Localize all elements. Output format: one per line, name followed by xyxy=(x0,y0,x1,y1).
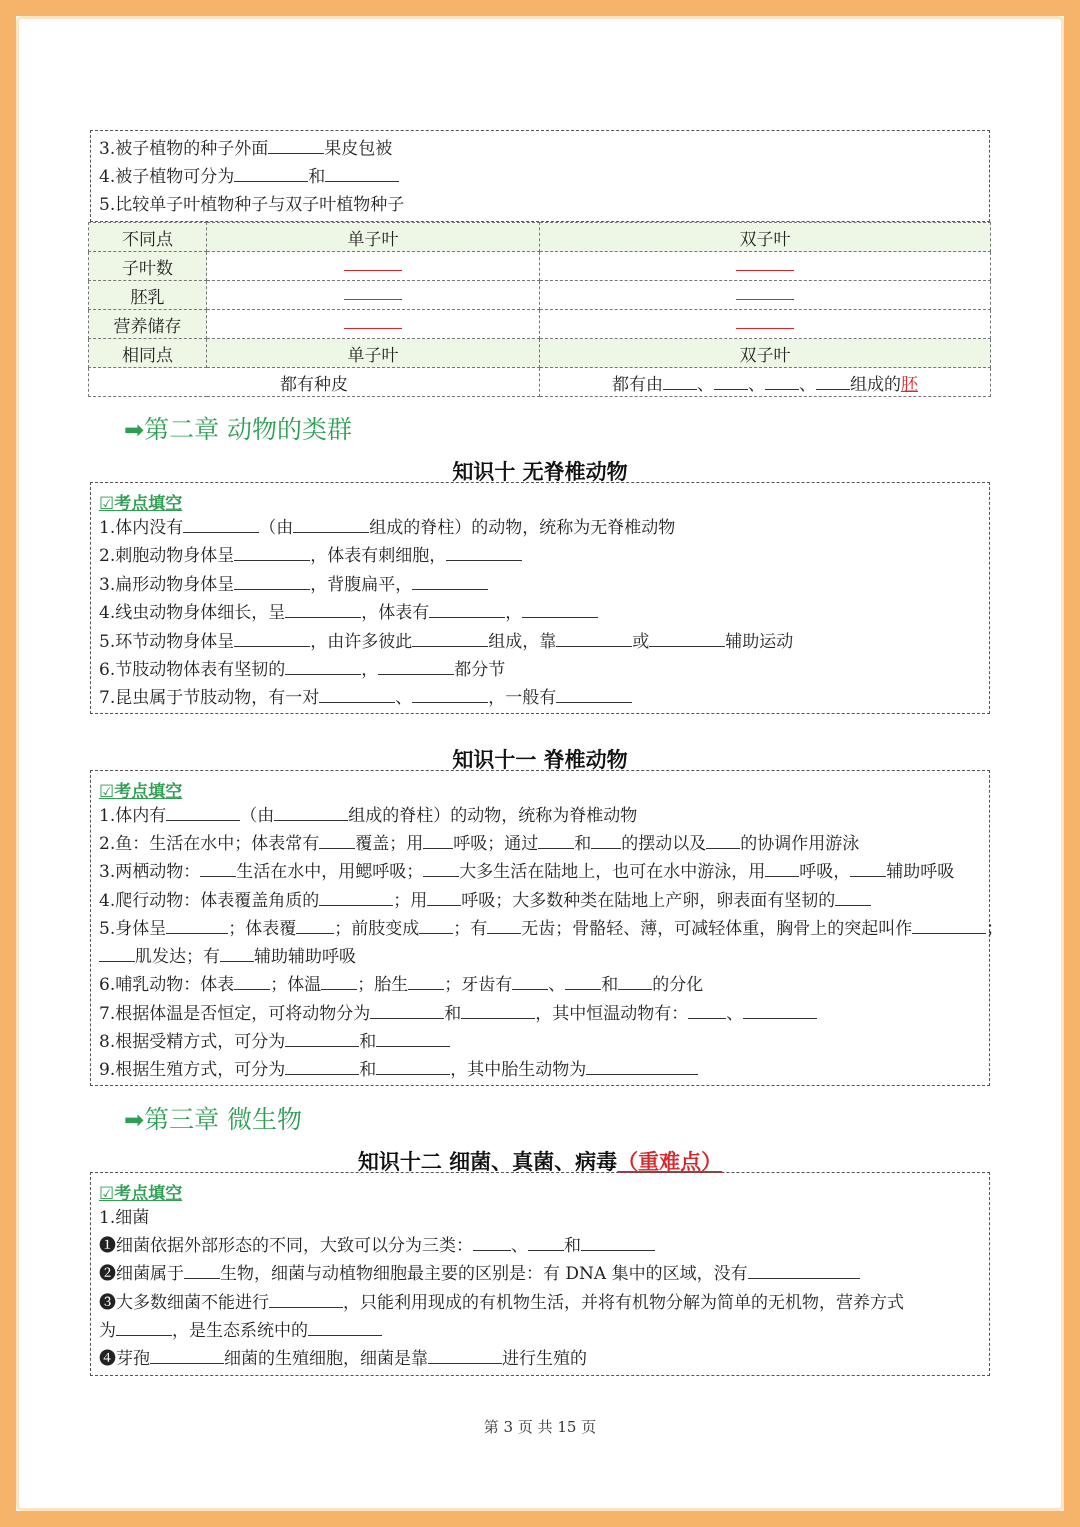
k10-line: 4.线虫动物身体细长，呈 ，体表有 ， xyxy=(99,603,598,623)
table-header-same: 相同点 xyxy=(89,339,207,368)
k12-line: 1.细菌 xyxy=(99,1208,150,1228)
k11-box xyxy=(90,770,1004,1086)
chapter2-title: ➡第二章 动物的类群 xyxy=(124,415,353,444)
k10-line: 5.环节动物身体呈 ，由许多彼此 组成，靠 或 辅助运动 xyxy=(99,632,794,652)
k12-label: ☑考点填空 xyxy=(99,1184,183,1204)
k11-line: 8.根据受精方式，可分为 和 xyxy=(99,1032,450,1052)
blank-cell[interactable] xyxy=(207,310,540,339)
same-left-cell: 都有种皮 xyxy=(89,368,540,397)
table-row xyxy=(89,281,991,310)
table-row xyxy=(89,310,991,339)
blank-cell[interactable] xyxy=(540,252,991,281)
k12-line: ❹芽孢 细菌的生殖细胞，细菌是靠 进行生殖的 xyxy=(99,1349,587,1369)
k10-line: 2.刺胞动物身体呈 ，体表有刺细胞， xyxy=(99,546,522,566)
k11-line: 4.爬行动物：体表覆盖角质的 ；用 呼吸；大多数种类在陆地上产卵，卵表面有坚韧的 xyxy=(99,891,871,911)
k11-line: 3.两栖动物： 生活在水中，用鳃呼吸； 大多生活在陆地上，也可在水中游泳，用 呼吸， 辅助呼吸 xyxy=(99,862,955,882)
page-footer: 第 3 页 共 15 页 xyxy=(483,1418,597,1436)
arrow-icon: ➡ xyxy=(124,416,145,444)
table-header-diff: 不同点 xyxy=(89,223,207,252)
k11-line: 6.哺乳动物：体表 ；体温 ；胎生 ；牙齿有 、 和 的分化 xyxy=(99,975,704,995)
row-label: 子叶数 xyxy=(89,252,207,281)
table-row xyxy=(89,252,991,281)
k12-box xyxy=(90,1172,990,1376)
k10-box xyxy=(90,482,990,714)
k11-line: 肌发达；有 辅助辅助呼吸 xyxy=(99,947,356,967)
k12-line: ❶细菌依据外部形态的不同，大致可以分为三类： 、 和 xyxy=(99,1236,655,1256)
q5-line: 5.比较单子叶植物种子与双子叶植物种子 xyxy=(99,195,405,215)
k12-line: 为 ，是生态系统中的 xyxy=(99,1321,382,1341)
k11-line: 1.体内有 （由 组成的脊柱）的动物，统称为脊椎动物 xyxy=(99,806,638,826)
k11-line: 7.根据体温是否恒定，可将动物分为 和 ，其中恒温动物有： 、 xyxy=(99,1004,817,1024)
k11-line: 5.身体呈 ；体表覆 ；前肢变成 ；有 无齿；骨骼轻、薄，可减轻体重，胸骨上的突起叫作 ； xyxy=(99,919,1004,939)
k12-heading: 知识十二 细菌、真菌、病毒（重难点） xyxy=(357,1150,723,1174)
same-right-cell: 都有由 、 、 、 组成的胚 xyxy=(540,368,991,397)
k10-label: ☑考点填空 xyxy=(99,494,183,514)
q4-line: 4.被子植物可分为 和 xyxy=(99,167,399,187)
comparison-table xyxy=(88,222,991,397)
k11-line: 2.鱼：生活在水中；体表常有 覆盖；用 呼吸；通过 和 的摆动以及 的协调作用游泳 xyxy=(99,834,860,854)
table-header-mono-same: 单子叶 xyxy=(207,339,540,368)
k12-line: ❷细菌属于 生物，细菌与动植物细胞最主要的区别是：有 DNA 集中的区域，没有 xyxy=(99,1264,860,1284)
k11-heading: 知识十一 脊椎动物 xyxy=(452,748,628,772)
chapter3-title: ➡第三章 微生物 xyxy=(124,1105,303,1134)
row-label: 营养储存 xyxy=(89,310,207,339)
k10-line: 6.节肢动物体表有坚韧的 ， 都分节 xyxy=(99,660,506,680)
table-header-dicot: 双子叶 xyxy=(540,223,991,252)
table-row xyxy=(89,368,991,397)
seed-questions-box xyxy=(90,130,990,222)
table-header-mono: 单子叶 xyxy=(207,223,540,252)
k10-line: 1.体内没有 （由 组成的脊柱）的动物，统称为无脊椎动物 xyxy=(99,518,676,538)
q3-line: 3.被子植物的种子外面 果皮包被 xyxy=(99,139,393,159)
k10-line: 7.昆虫属于节肢动物，有一对 、 ，一般有 xyxy=(99,688,632,708)
k11-label: ☑考点填空 xyxy=(99,782,183,802)
blank-cell[interactable] xyxy=(540,281,991,310)
blank-cell[interactable] xyxy=(207,281,540,310)
blank-cell[interactable] xyxy=(540,310,991,339)
k10-line: 3.扁形动物身体呈 ，背腹扁平， xyxy=(99,575,488,595)
blank-cell[interactable] xyxy=(207,252,540,281)
arrow-icon: ➡ xyxy=(124,1106,145,1134)
k10-heading: 知识十 无脊椎动物 xyxy=(452,460,628,484)
k12-line: ❸大多数细菌不能进行 ，只能利用现成的有机物生活，并将有机物分解为简单的无机物，营养方式 xyxy=(99,1293,904,1313)
k11-line: 9.根据生殖方式，可分为 和 ，其中胎生动物为 xyxy=(99,1060,698,1080)
table-header-dicot-same: 双子叶 xyxy=(540,339,991,368)
row-label: 胚乳 xyxy=(89,281,207,310)
